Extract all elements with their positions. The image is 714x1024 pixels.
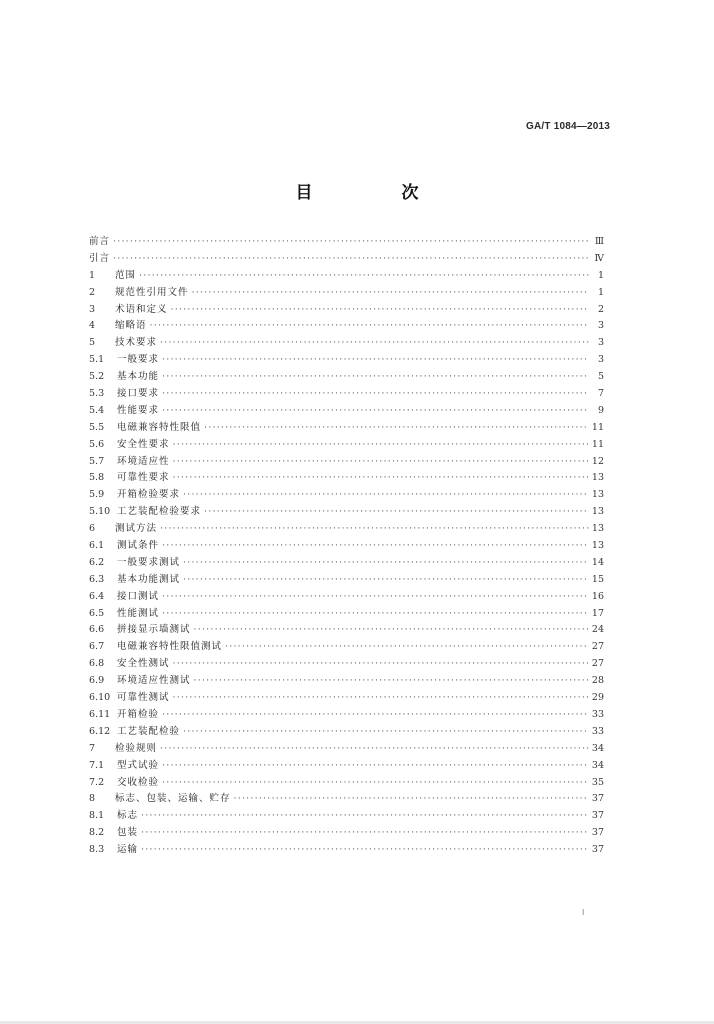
toc-entry-number: 5.7 [89,455,105,467]
toc-entry-label: 标志、包装、运输、贮存 [115,793,231,805]
toc-entry-label: 基本功能测试 [117,573,181,585]
toc-leader-dots [173,470,589,487]
toc-entry-page: 13 [591,489,604,501]
toc-entry[interactable] [89,741,604,758]
toc-entry-number: 6.7 [89,641,105,653]
toc-entry-label: 工艺装配检验要求 [117,506,202,518]
toc-entry-label: 检验规则 [115,742,158,754]
toc-entry[interactable] [89,673,604,690]
toc-entry[interactable] [89,352,604,369]
toc-entry-label: 可靠性测试 [117,692,170,704]
toc-entry-page: 37 [591,810,604,822]
toc-entry-page: 3 [597,354,604,366]
toc-leader-dots [162,352,589,369]
toc-leader-dots [162,758,589,775]
toc-entry-page: 17 [591,607,604,619]
toc-entry[interactable] [89,335,604,352]
toc-title: 目 次 [295,183,455,203]
toc-entry[interactable] [89,572,604,589]
toc-entry[interactable] [89,318,604,335]
toc-entry-page: 16 [591,590,604,602]
toc-entry[interactable] [89,555,604,572]
toc-entry-page: 13 [591,472,604,484]
toc-entry-label: 一般要求测试 [117,556,181,568]
toc-entry-label: 电磁兼容特性限值测试 [117,641,223,653]
toc-entry-page: 37 [591,793,604,805]
toc-entry-label: 性能测试 [117,607,160,619]
toc-entry[interactable] [89,470,604,487]
toc-entry-number: 5.2 [89,371,105,383]
toc-entry[interactable] [89,403,604,420]
toc-entry-label: 开箱检验 [117,708,160,720]
toc-leader-dots [194,622,589,639]
toc-entry[interactable] [89,808,604,825]
toc-entry-page: 2 [597,303,604,315]
toc-leader-dots [234,791,589,808]
toc-entry-page: 37 [591,844,604,856]
toc-leader-dots [113,251,589,268]
toc-entry-label: 性能要求 [117,404,160,416]
toc-entry[interactable] [89,285,604,302]
toc-entry-number: 6.2 [89,556,105,568]
toc-entry-number: 6.8 [89,658,105,670]
toc-entry-number: 7.2 [89,776,105,788]
toc-entry[interactable] [89,521,604,538]
toc-entry-label: 技术要求 [115,337,158,349]
toc-entry-page: 34 [591,759,604,771]
toc-entry-number: 5.9 [89,489,105,501]
toc-entry-page: 13 [591,540,604,552]
toc-entry-page: 33 [591,725,604,737]
toc-entry-label: 测试方法 [115,523,158,535]
toc-entry-number: 7.1 [89,759,105,771]
toc-entry[interactable] [89,437,604,454]
toc-leader-dots [194,673,589,690]
toc-entry-page: 9 [597,404,604,416]
toc-entry-label: 前言 [89,236,111,247]
toc-entry-label: 包装 [117,827,139,839]
toc-entry-number: 8.3 [89,844,105,856]
toc-leader-dots [160,335,589,352]
toc-leader-dots [141,825,589,842]
standard-code: GA/T 1084—2013 [526,121,610,132]
toc-entry-label: 开箱检验要求 [117,489,181,501]
toc-entry-number: 5.10 [89,506,111,518]
toc-entry-number: 6.12 [89,725,111,737]
toc-entry-number: 7 [89,742,96,754]
toc-entry[interactable] [89,487,604,504]
toc-entry-label: 可靠性要求 [117,472,170,484]
toc-entry-label: 测试条件 [117,540,160,552]
toc-entry-label: 拼接显示墙测试 [117,624,191,636]
toc-entry-label: 安全性测试 [117,658,170,670]
toc-entry-page: 1 [597,286,604,298]
toc-entry-page: 27 [591,641,604,653]
toc-entry-page: 35 [591,776,604,788]
toc-entry-label: 规范性引用文件 [115,286,189,298]
toc-entry-label: 范围 [115,269,137,281]
toc-entry-number: 6.5 [89,607,105,619]
toc-leader-dots [173,437,589,454]
toc-leader-dots [173,656,589,673]
toc-entry-page: 3 [597,337,604,349]
toc-entry[interactable] [89,622,604,639]
toc-entry-page: 13 [591,523,604,535]
toc-leader-dots [225,639,589,656]
toc-entry-number: 5.5 [89,421,105,433]
toc-entry-number: 5 [89,337,96,349]
toc-entry-number: 2 [89,286,96,298]
toc-entry-label: 基本功能 [117,371,160,383]
toc-leader-dots [173,690,589,707]
toc-entry[interactable] [89,606,604,623]
toc-entry-page: 1 [597,269,604,281]
toc-leader-dots [204,504,589,521]
toc-entry-label: 缩略语 [115,320,147,332]
toc-entry-label: 接口测试 [117,590,160,602]
toc-entry[interactable] [89,656,604,673]
toc-entry[interactable] [89,302,604,319]
toc-entry-page: 14 [591,556,604,568]
toc-entry-number: 6.6 [89,624,105,636]
toc-entry[interactable] [89,690,604,707]
toc-entry[interactable] [89,724,604,741]
toc-leader-dots [204,420,589,437]
toc-leader-dots [162,538,589,555]
toc-leader-dots [141,808,589,825]
toc-leader-dots [183,487,589,504]
toc-entry[interactable] [89,268,604,285]
toc-entry-label: 术语和定义 [115,303,168,315]
toc-entry-page: 15 [591,573,604,585]
toc-entry-number: 6.4 [89,590,105,602]
toc-entry-label: 型式试验 [117,759,160,771]
toc-entry-number: 6.11 [89,708,111,720]
toc-leader-dots [160,521,589,538]
toc-leader-dots [141,842,589,859]
toc-leader-dots [173,454,589,471]
toc-leader-dots [162,606,589,623]
toc-entry-label: 安全性要求 [117,438,170,450]
page-number-mark: I [582,908,585,917]
toc-entry-label: 引言 [89,252,111,264]
toc-entry-page: 37 [591,827,604,839]
toc-leader-dots [162,369,589,386]
toc-entry-page: 12 [591,455,604,467]
toc-entry-page: 28 [591,675,604,687]
toc-entry[interactable] [89,842,604,859]
toc-entry-page: 11 [591,421,604,433]
toc-entry-label: 环境适应性测试 [117,675,191,687]
toc-leader-dots [183,724,589,741]
toc-entry[interactable] [89,825,604,842]
toc-leader-dots [171,302,589,319]
toc-entry-number: 5.6 [89,438,105,450]
toc-entry[interactable] [89,454,604,471]
toc-leader-dots [192,285,589,302]
toc-entry-page: Ⅲ [594,236,604,247]
toc-entry[interactable] [89,386,604,403]
toc-entry-page: 34 [591,742,604,754]
toc-entry-number: 5.3 [89,388,105,400]
toc-leader-dots [183,572,589,589]
toc-leader-dots [162,403,589,420]
toc-entry-number: 8 [89,793,96,805]
toc-entry-number: 6 [89,523,96,535]
toc-entry-page: 7 [597,388,604,400]
toc-entry-number: 4 [89,320,96,332]
toc-entry-number: 3 [89,303,96,315]
toc-entry-page: 27 [591,658,604,670]
toc-entry-page: 5 [597,371,604,383]
toc-leader-dots [162,589,589,606]
toc-entry[interactable] [89,775,604,792]
toc-leader-dots [150,318,589,335]
toc-leader-dots [160,741,589,758]
toc-entry-number: 6.10 [89,692,111,704]
toc-entry-label: 接口要求 [117,388,160,400]
toc-leader-dots [162,775,589,792]
toc-entry-number: 5.1 [89,354,105,366]
toc-leader-dots [113,234,589,251]
toc-entry-number: 6.1 [89,540,105,552]
toc-entry[interactable] [89,791,604,808]
toc-entry[interactable] [89,234,604,251]
toc-entry[interactable] [89,251,604,268]
toc-entry-number: 1 [89,269,96,281]
toc-entry[interactable] [89,538,604,555]
toc-entry-page: Ⅳ [594,252,604,264]
toc-entry[interactable] [89,639,604,656]
toc-entry-number: 8.1 [89,810,105,822]
toc-entry-label: 一般要求 [117,354,160,366]
toc-entry-page: 24 [591,624,604,636]
toc-entry-label: 运输 [117,844,139,856]
toc-entry[interactable] [89,369,604,386]
toc-entry-number: 6.3 [89,573,105,585]
toc-entry-number: 8.2 [89,827,105,839]
toc-entry-label: 电磁兼容特性限值 [117,421,202,433]
toc-entry-page: 3 [597,320,604,332]
toc-leader-dots [183,555,589,572]
toc-leader-dots [162,707,589,724]
toc-entry-label: 环境适应性 [117,455,170,467]
toc-entry[interactable] [89,420,604,437]
toc-entry-label: 交收检验 [117,776,160,788]
toc-entry[interactable] [89,707,604,724]
toc-list [89,234,604,859]
toc-leader-dots [162,386,589,403]
toc-entry-number: 5.8 [89,472,105,484]
toc-entry-label: 工艺装配检验 [117,725,181,737]
toc-entry-page: 13 [591,506,604,518]
toc-entry[interactable] [89,589,604,606]
toc-entry-page: 29 [591,692,604,704]
toc-entry[interactable] [89,504,604,521]
toc-entry-number: 5.4 [89,404,105,416]
toc-entry-number: 6.9 [89,675,105,687]
toc-entry[interactable] [89,758,604,775]
toc-entry-page: 33 [591,708,604,720]
toc-entry-label: 标志 [117,810,139,822]
toc-leader-dots [139,268,589,285]
toc-entry-page: 11 [591,438,604,450]
